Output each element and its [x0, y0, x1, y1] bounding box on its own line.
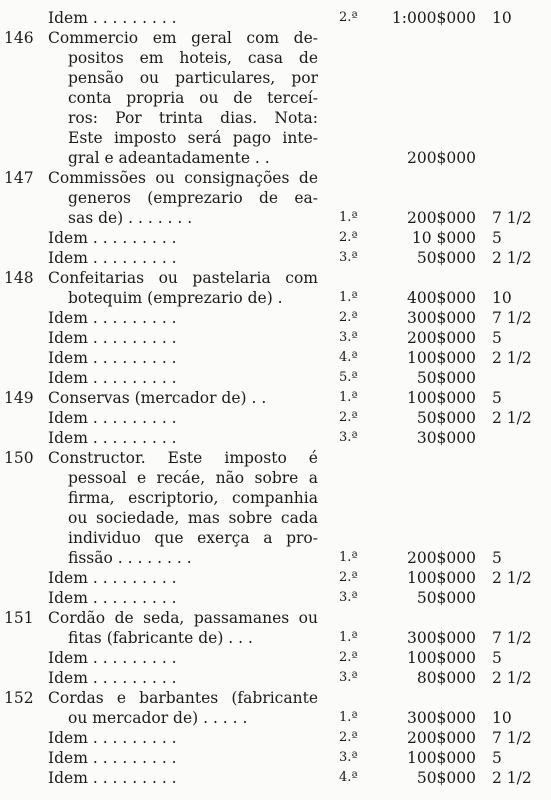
- table-row: [0, 448, 551, 468]
- item-description: Idem . . . . . . . . .: [48, 229, 177, 247]
- percentage: 5: [492, 329, 502, 347]
- class-ordinal: 4.ª: [339, 350, 358, 365]
- table-row: [0, 588, 551, 608]
- class-ordinal: 1.ª: [339, 630, 358, 645]
- tax-amount: 300$000: [406, 309, 476, 327]
- percentage: 5: [492, 649, 502, 667]
- tax-amount: 200$000: [406, 329, 476, 347]
- tax-amount: 100$000: [406, 649, 476, 667]
- tax-amount: 100$000: [406, 389, 476, 407]
- tax-amount: 80$000: [416, 669, 476, 687]
- tax-amount: 300$000: [406, 629, 476, 647]
- table-row: [0, 88, 551, 108]
- table-row: [0, 288, 551, 308]
- item-description: Idem . . . . . . . . .: [48, 589, 177, 607]
- item-description: pessoal e recáe, não sobre a: [68, 469, 318, 487]
- percentage: 2 1/2: [492, 669, 532, 687]
- table-row: [0, 148, 551, 168]
- percentage: 2 1/2: [492, 349, 532, 367]
- item-description: Idem . . . . . . . . .: [48, 369, 177, 387]
- percentage: 10: [492, 9, 512, 27]
- table-row: [0, 388, 551, 408]
- table-row: [0, 208, 551, 228]
- percentage: 10: [492, 709, 512, 727]
- class-ordinal: 2.ª: [339, 730, 358, 745]
- class-ordinal: 4.ª: [339, 770, 358, 785]
- percentage: 10: [492, 289, 512, 307]
- table-row: [0, 488, 551, 508]
- percentage: 7 1/2: [492, 209, 532, 227]
- table-row: [0, 668, 551, 688]
- percentage: 2 1/2: [492, 569, 532, 587]
- class-ordinal: 3.ª: [339, 430, 358, 445]
- item-number: 149: [4, 389, 34, 407]
- item-description: ou mercador de) . . . . .: [68, 709, 248, 727]
- tax-amount: 200$000: [406, 729, 476, 747]
- percentage: 7 1/2: [492, 309, 532, 327]
- item-description: positos em hoteis, casa de: [68, 49, 318, 67]
- class-ordinal: 1.ª: [339, 210, 358, 225]
- item-number: 147: [4, 169, 34, 187]
- table-row: [0, 768, 551, 788]
- item-description: Idem . . . . . . . . .: [48, 569, 177, 587]
- item-description: pensão ou particulares, por: [68, 69, 318, 87]
- tax-amount: 200$000: [406, 149, 476, 167]
- table-row: [0, 328, 551, 348]
- table-row: [0, 348, 551, 368]
- table-row: [0, 268, 551, 288]
- tax-amount: 200$000: [406, 549, 476, 567]
- item-number: 146: [4, 29, 34, 47]
- table-row: [0, 648, 551, 668]
- tax-amount: 100$000: [406, 749, 476, 767]
- item-description: Commercio em geral com de-: [48, 29, 318, 47]
- percentage: 5: [492, 229, 502, 247]
- item-description: Idem . . . . . . . . .: [48, 329, 177, 347]
- item-description: Idem . . . . . . . . .: [48, 349, 177, 367]
- class-ordinal: 2.ª: [339, 230, 358, 245]
- item-description: sas de) . . . . . . .: [68, 209, 193, 227]
- class-ordinal: 2.ª: [339, 570, 358, 585]
- table-row: [0, 48, 551, 68]
- percentage: 7 1/2: [492, 729, 532, 747]
- class-ordinal: 3.ª: [339, 590, 358, 605]
- class-ordinal: 2.ª: [339, 650, 358, 665]
- item-number: 151: [4, 609, 34, 627]
- item-description: Cordão de seda, passamanes ou: [48, 609, 318, 627]
- percentage: 7 1/2: [492, 629, 532, 647]
- table-row: [0, 468, 551, 488]
- class-ordinal: 2.ª: [339, 410, 358, 425]
- table-row: [0, 548, 551, 568]
- class-ordinal: 3.ª: [339, 330, 358, 345]
- table-row: [0, 108, 551, 128]
- item-description: Idem . . . . . . . . .: [48, 769, 177, 787]
- item-description: Idem . . . . . . . . .: [48, 409, 177, 427]
- table-row: [0, 708, 551, 728]
- class-ordinal: 1.ª: [339, 710, 358, 725]
- percentage: 2 1/2: [492, 769, 532, 787]
- item-description: firma, escriptorio, companhia: [68, 489, 318, 507]
- tax-amount: 200$000: [406, 209, 476, 227]
- item-description: conta propria ou de terceí-: [68, 89, 318, 107]
- percentage: 5: [492, 549, 502, 567]
- class-ordinal: 1.ª: [339, 390, 358, 405]
- item-description: fissão . . . . . . . .: [68, 549, 192, 567]
- tax-amount: 10 $000: [411, 229, 476, 247]
- table-row: [0, 8, 551, 28]
- item-description: Idem . . . . . . . . .: [48, 249, 177, 267]
- class-ordinal: 5.ª: [339, 370, 358, 385]
- tax-amount: 50$000: [416, 249, 476, 267]
- class-ordinal: 1.ª: [339, 550, 358, 565]
- table-row: [0, 428, 551, 448]
- tax-amount: 50$000: [416, 589, 476, 607]
- item-description: individuo que exerça a pro-: [68, 529, 318, 547]
- table-row: [0, 308, 551, 328]
- table-row: [0, 728, 551, 748]
- table-row: [0, 128, 551, 148]
- tax-amount: 50$000: [416, 769, 476, 787]
- class-ordinal: 1.ª: [339, 290, 358, 305]
- item-description: Conservas (mercador de) . .: [48, 389, 267, 407]
- table-row: [0, 228, 551, 248]
- item-description: ou sociedade, mas sobre cada: [68, 509, 318, 527]
- item-description: Idem . . . . . . . . .: [48, 649, 177, 667]
- tax-amount: 400$000: [406, 289, 476, 307]
- tax-amount: 1:000$000: [391, 9, 476, 27]
- tax-amount: 50$000: [416, 409, 476, 427]
- table-row: [0, 528, 551, 548]
- item-description: fitas (fabricante de) . . .: [68, 629, 253, 647]
- item-description: Commissões ou consignações de: [48, 169, 318, 187]
- item-description: Cordas e barbantes (fabricante: [48, 689, 318, 707]
- item-description: Confeitarias ou pastelaria com: [48, 269, 318, 287]
- item-number: 152: [4, 689, 34, 707]
- table-row: [0, 188, 551, 208]
- item-description: Idem . . . . . . . . .: [48, 309, 177, 327]
- percentage: 2 1/2: [492, 249, 532, 267]
- item-description: botequim (emprezario de) .: [68, 289, 283, 307]
- table-row: [0, 628, 551, 648]
- tax-amount: 300$000: [406, 709, 476, 727]
- class-ordinal: 3.ª: [339, 750, 358, 765]
- table-row: [0, 508, 551, 528]
- table-row: [0, 748, 551, 768]
- item-description: Idem . . . . . . . . .: [48, 9, 177, 27]
- class-ordinal: 3.ª: [339, 250, 358, 265]
- tax-amount: 30$000: [416, 429, 476, 447]
- percentage: 5: [492, 389, 502, 407]
- table-row: [0, 248, 551, 268]
- percentage: 2 1/2: [492, 409, 532, 427]
- tax-amount: 50$000: [416, 369, 476, 387]
- percentage: 5: [492, 749, 502, 767]
- item-number: 150: [4, 449, 34, 467]
- item-description: gral e adeantadamente . .: [68, 149, 270, 167]
- table-row: [0, 28, 551, 48]
- tax-amount: 100$000: [406, 349, 476, 367]
- class-ordinal: 2.ª: [339, 310, 358, 325]
- table-row: [0, 68, 551, 88]
- table-row: [0, 408, 551, 428]
- item-description: Idem . . . . . . . . .: [48, 729, 177, 747]
- item-number: 148: [4, 269, 34, 287]
- class-ordinal: 3.ª: [339, 670, 358, 685]
- tax-amount: 100$000: [406, 569, 476, 587]
- item-description: Constructor. Este imposto é: [48, 449, 318, 467]
- item-description: ros: Por trinta dias. Nota:: [68, 109, 318, 127]
- table-row: [0, 688, 551, 708]
- item-description: Idem . . . . . . . . .: [48, 429, 177, 447]
- table-row: [0, 368, 551, 388]
- item-description: Este imposto será pago inte-: [68, 129, 318, 147]
- table-row: [0, 568, 551, 588]
- class-ordinal: 2.ª: [339, 10, 358, 25]
- table-row: [0, 168, 551, 188]
- item-description: generos (emprezario de ea-: [68, 189, 318, 207]
- item-description: Idem . . . . . . . . .: [48, 669, 177, 687]
- table-row: [0, 608, 551, 628]
- item-description: Idem . . . . . . . . .: [48, 749, 177, 767]
